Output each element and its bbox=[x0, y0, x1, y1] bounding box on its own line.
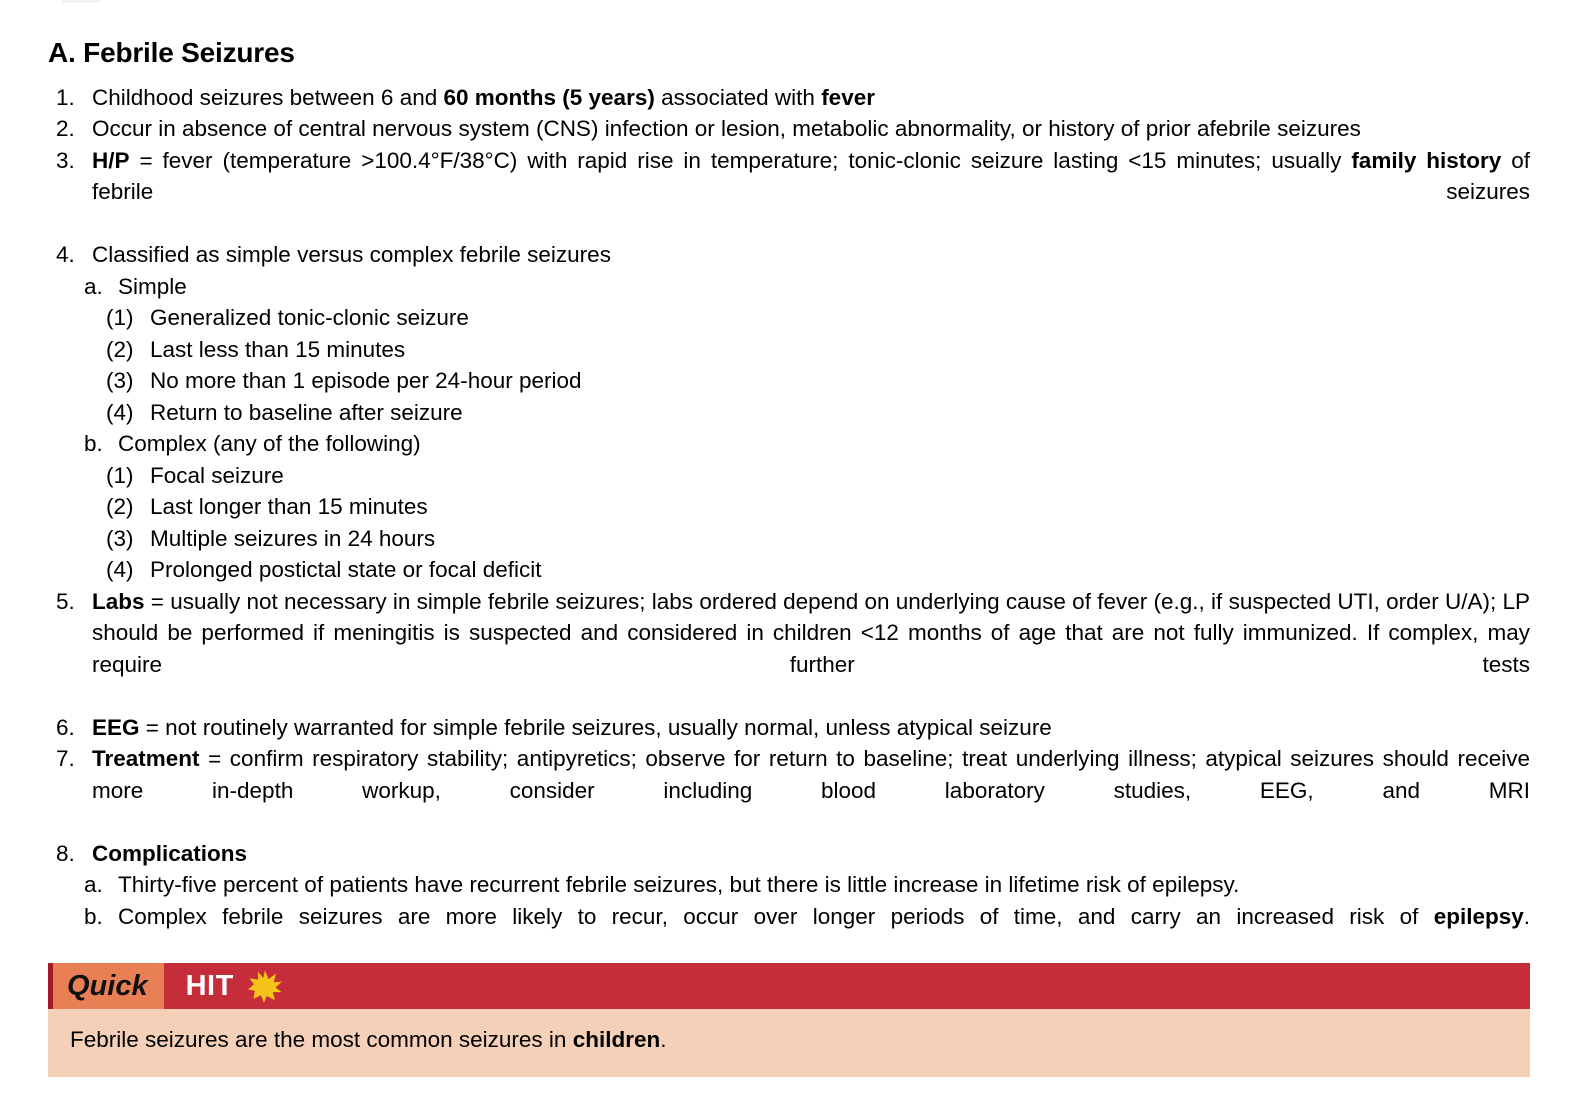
text-run: No more than 1 episode per 24-hour period bbox=[150, 368, 582, 394]
list-item bbox=[84, 869, 1530, 901]
list-item-marker: 2. bbox=[56, 116, 75, 142]
starburst-icon bbox=[248, 963, 292, 1009]
list-item-marker: b. bbox=[84, 431, 103, 457]
list-item bbox=[106, 554, 1530, 586]
text-run: Simple bbox=[118, 273, 187, 299]
list-item-text bbox=[150, 397, 1530, 429]
text-run: = confirm respiratory stability; antipyretics; observe for return to baseline; treat underlying illness; atypical seizures should receive more in-depth workup, consider including blood laboratory studies, EEG, and MRI bbox=[92, 746, 1530, 803]
text-run: Febrile seizures are the most common seizures in bbox=[70, 1027, 573, 1052]
text-run: Occur in absence of central nervous system (CNS) infection or lesion, metabolic abnormality, or history of prior afebrile seizures bbox=[92, 116, 1361, 142]
list-item bbox=[106, 491, 1530, 523]
list-item bbox=[56, 113, 1530, 145]
quick-hit-callout bbox=[48, 963, 1530, 1077]
list-item-marker: (2) bbox=[106, 336, 134, 362]
list-item-marker: (3) bbox=[106, 525, 134, 551]
list-item-text bbox=[92, 586, 1530, 712]
list-item-text bbox=[92, 239, 1530, 271]
text-run: Childhood seizures between 6 and bbox=[92, 84, 444, 110]
bold-text-run: family history bbox=[1351, 147, 1502, 173]
bold-text-run: H/P bbox=[92, 147, 130, 173]
text-run: Complex febrile seizures are more likely to recur, occur over longer periods of time, and carry an increased risk of bbox=[118, 903, 1434, 929]
list-item-text bbox=[118, 271, 1530, 303]
list-item-marker: b. bbox=[84, 903, 103, 929]
text-run: Prolonged postictal state or focal deficit bbox=[150, 557, 542, 583]
list-item-text bbox=[92, 712, 1530, 744]
list-item-marker: (3) bbox=[106, 368, 134, 394]
list-item-text bbox=[92, 743, 1530, 838]
text-run: Generalized tonic-clonic seizure bbox=[150, 305, 469, 331]
list-item-marker: a. bbox=[84, 273, 103, 299]
text-run: associated with bbox=[654, 84, 822, 110]
bold-text-run: Treatment bbox=[92, 746, 200, 772]
bold-text-run: Labs bbox=[92, 588, 145, 614]
list-item-text bbox=[150, 554, 1530, 586]
quick-hit-header bbox=[48, 963, 1530, 1009]
text-run: Last less than 15 minutes bbox=[150, 336, 406, 362]
text-run: = not routinely warranted for simple febrile seizures, usually normal, unless atypical seizure bbox=[139, 714, 1052, 740]
list-item-marker: (1) bbox=[106, 462, 134, 488]
list-item-text bbox=[118, 901, 1530, 964]
list-item-marker: 6. bbox=[56, 714, 75, 740]
quick-hit-body bbox=[48, 1009, 1530, 1077]
bold-text-run: children bbox=[572, 1027, 661, 1052]
list-item-text bbox=[150, 523, 1530, 555]
text-run: Multiple seizures in 24 hours bbox=[150, 525, 436, 551]
top-edge-artifact bbox=[62, 0, 100, 3]
list-item-text bbox=[150, 460, 1530, 492]
bold-text-run: epilepsy bbox=[1433, 903, 1524, 929]
list-item bbox=[106, 365, 1530, 397]
bold-text-run: EEG bbox=[92, 714, 140, 740]
text-run: Complex (any of the following) bbox=[118, 431, 421, 457]
list-item bbox=[84, 901, 1530, 964]
list-item-marker: a. bbox=[84, 872, 103, 898]
bold-text-run: 60 months (5 years) bbox=[443, 84, 655, 110]
quick-hit-quick-label: Quick bbox=[53, 963, 164, 1009]
list-item-text bbox=[118, 428, 1530, 460]
list-item-marker: 4. bbox=[56, 242, 75, 268]
list-item-text bbox=[92, 113, 1530, 145]
list-item bbox=[84, 428, 1530, 460]
text-run: of febrile seizures bbox=[92, 147, 1530, 205]
list-item-marker: 1. bbox=[56, 84, 75, 110]
list-item-text bbox=[92, 145, 1530, 240]
bold-text-run: Complications bbox=[92, 840, 248, 866]
list-item-marker: 8. bbox=[56, 840, 75, 866]
text-run: . bbox=[660, 1027, 667, 1052]
outline-list bbox=[48, 82, 1530, 964]
list-item-marker: 5. bbox=[56, 588, 75, 614]
list-item-text bbox=[92, 82, 1530, 114]
list-item bbox=[56, 586, 1530, 712]
list-item bbox=[106, 397, 1530, 429]
text-run: Thirty-five percent of patients have recurrent febrile seizures, but there is little increase in lifetime risk of epilepsy. bbox=[118, 872, 1240, 898]
list-item-marker: 3. bbox=[56, 147, 75, 173]
list-item bbox=[84, 271, 1530, 303]
list-item bbox=[106, 302, 1530, 334]
list-item-text bbox=[118, 869, 1530, 901]
list-item-text bbox=[150, 334, 1530, 366]
list-item-text bbox=[150, 365, 1530, 397]
list-item-marker: 7. bbox=[56, 746, 75, 772]
list-item bbox=[56, 743, 1530, 838]
text-run: = usually not necessary in simple febrile seizures; labs ordered depend on underlying cause of fever (e.g., if suspected UTI, order U/A); LP should be performed if meningitis is suspected and considered in children <12 months of age that are not fully immunized. If complex, may require further tests bbox=[92, 588, 1530, 677]
bold-text-run: fever bbox=[821, 84, 875, 110]
text-run: Classified as simple versus complex febrile seizures bbox=[92, 242, 611, 268]
list-item bbox=[106, 460, 1530, 492]
text-run: . bbox=[1523, 903, 1530, 929]
list-item-marker: (2) bbox=[106, 494, 134, 520]
list-item bbox=[106, 523, 1530, 555]
list-item bbox=[56, 82, 1530, 114]
list-item-text bbox=[92, 838, 1530, 870]
text-run: Focal seizure bbox=[150, 462, 284, 488]
list-item-marker: (4) bbox=[106, 557, 134, 583]
text-run: Last longer than 15 minutes bbox=[150, 494, 428, 520]
list-item bbox=[56, 838, 1530, 870]
list-item-marker: (4) bbox=[106, 399, 134, 425]
list-item bbox=[56, 145, 1530, 240]
list-item-text bbox=[150, 302, 1530, 334]
text-run: Return to baseline after seizure bbox=[150, 399, 463, 425]
list-item-marker: (1) bbox=[106, 305, 134, 331]
page-title: A. Febrile Seizures bbox=[48, 37, 295, 68]
list-item bbox=[56, 239, 1530, 271]
quick-hit-hit-label: HIT bbox=[185, 970, 234, 1002]
list-item bbox=[106, 334, 1530, 366]
list-item-text bbox=[150, 491, 1530, 523]
list-item bbox=[56, 712, 1530, 744]
text-run: = fever (temperature >100.4°F/38°C) with rapid rise in temperature; tonic-clonic seizure lasting <15 minutes; usually bbox=[129, 147, 1352, 173]
